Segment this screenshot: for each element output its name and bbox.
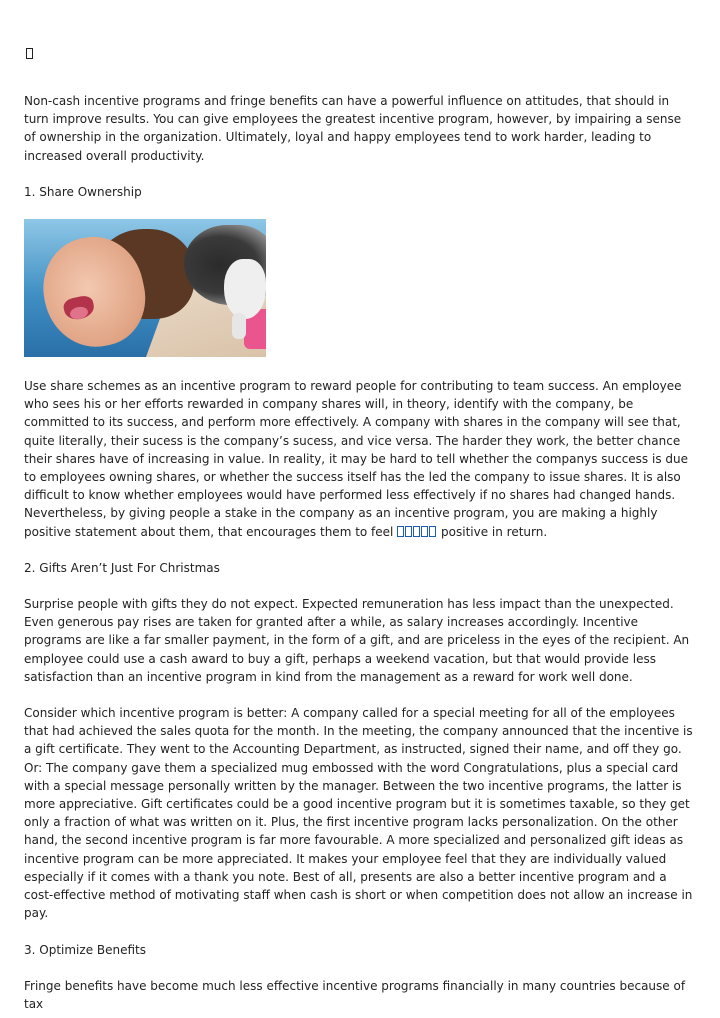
link-glyph-icon: [421, 526, 428, 537]
share-text-after-link: positive in return.: [437, 524, 548, 539]
benefits-paragraph: Fringe benefits have become much less effective incentive programs financially in many countries because of tax: [24, 978, 686, 1011]
gifts-paragraph-1: Surprise people with gifts they do not expect. Expected remuneration has less impact than the unexpected. Even generous pay rises are taken for granted after a while, as salary increases accordingly. Incentive programs are like a far smaller payment, in the form of a gift, and are priceless in the eyes of the recipient. An employee could use a cash award to buy a gift, perhaps a weekend vacation, but that would provide less satisfaction than an incentive program in kind from the management as a reward for work well done.: [24, 597, 690, 684]
article-photo: [24, 219, 266, 357]
link-glyph-icon: [429, 526, 436, 537]
section-heading-share-ownership: 1. Share Ownership: [24, 184, 142, 199]
section-heading-gifts: 2. Gifts Aren’t Just For Christmas: [24, 560, 220, 575]
missing-glyph-icon: [26, 48, 33, 59]
missing-glyph-row: [24, 46, 696, 64]
dog-chest: [224, 259, 266, 319]
intro-paragraph: Non-cash incentive programs and fringe benefits can have a powerful influence on attitudes, that should in turn improve results. You can give employees the greatest incentive program, however, by impairing a sense of ownership in the organization. Ultimately, loyal and happy employees tend to work harder, leading to increased overall productivity.: [24, 94, 682, 163]
dog-leg: [232, 313, 246, 339]
share-text-before-link: Use share schemes as an incentive program to reward people for contributing to team success. An employee who sees his or her efforts rewarded in company shares will, in theory, identify with the company, be committed to its success, and perform more effectively. A company with shares in the company will see that, quite literally, their sucess is the company’s sucess, and vice versa. The harder they work, the better chance their shares have of increasing in value. In reality, it may be hard to tell whether the companys success is due to employees owning shares, or whether the success itself has the led the company to issue shares. It is also difficult to know whether employees would have performed less effectively if no shares had changed hands. Nevertheless, by giving people a stake in the company as an incentive program, you are making a highly positive statement about them, that encourages them to feel: [24, 379, 688, 539]
share-ownership-paragraph: [24, 377, 696, 541]
link-glyph-icon: [397, 526, 404, 537]
inline-link[interactable]: [397, 525, 437, 539]
link-glyph-icon: [405, 526, 412, 537]
section-heading-benefits: 3. Optimize Benefits: [24, 942, 147, 957]
link-glyph-icon: [413, 526, 420, 537]
gifts-paragraph-2: Consider which incentive program is better: A company called for a special meeting for all of the employees that had achieved the sales quota for the month. In the meeting, the company announced that the incentive is a gift certificate. They went to the Accounting Department, as instructed, signed their name, and off they go. Or: The company gave them a specialized mug embossed with the word Congratulations, plus a special card with a special message personally written by the manager. Between the two incentive programs, the latter is more appreciative. Gift certificates could be a good incentive program but it is sometimes taxable, so they get only a fraction of what was written on it. Plus, the first incentive program lacks personalization. On the other hand, the second incentive program is far more favourable. A more specialized and personalized gift ideas as incentive program can be more appreciated. It makes your employee feel that they are individually valued especially if it comes with a thank you note. Best of all, presents are also a better incentive program and a cost-effective method of motivating staff when cash is short or when competition does not allow an increase in pay.: [24, 706, 693, 921]
